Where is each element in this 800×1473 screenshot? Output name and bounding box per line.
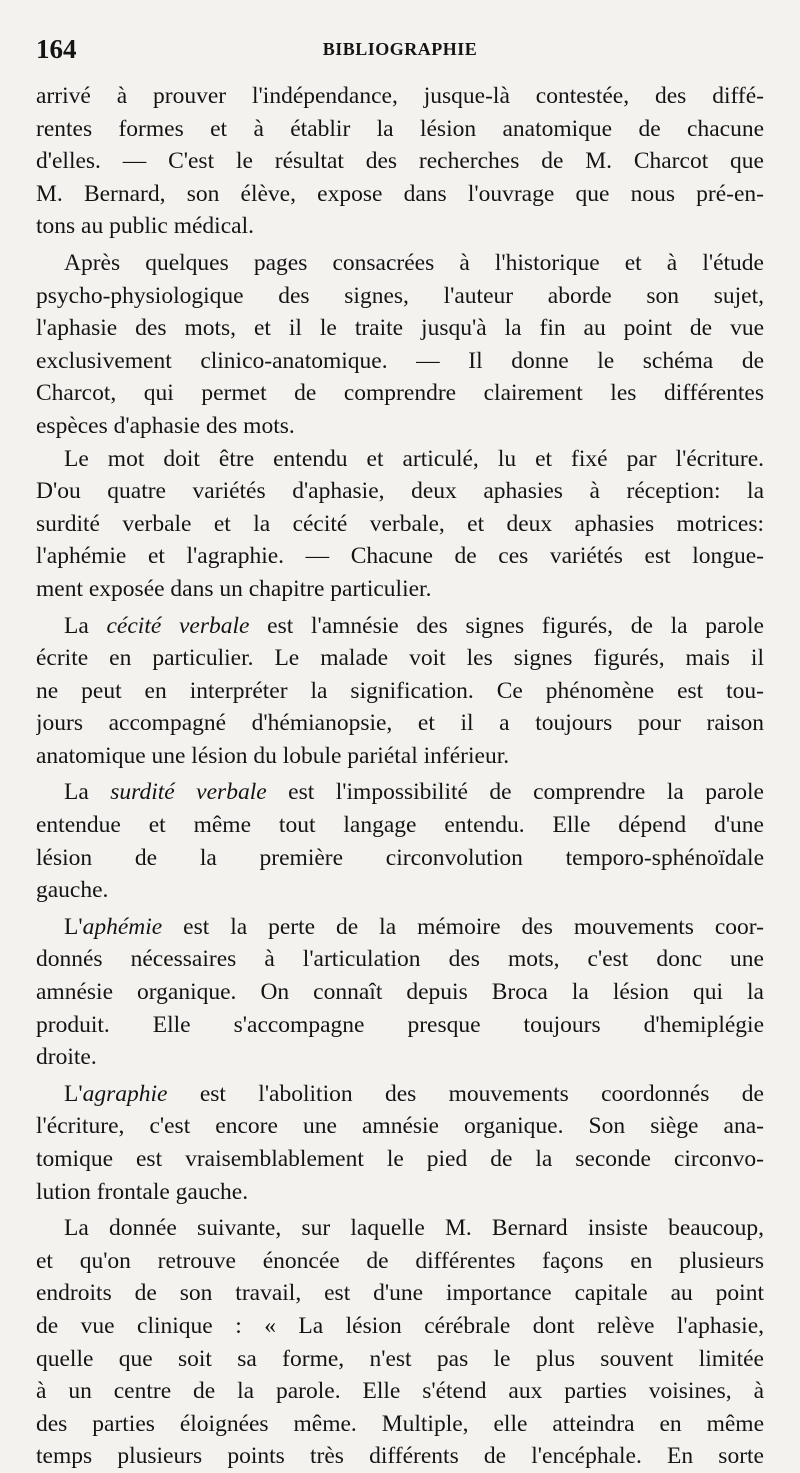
text-line: des parties éloignées même. Multiple, elle atteindra en même <box>36 1410 764 1437</box>
text-line: lésion de la première circonvolution temporo-sphénoïdale <box>36 844 764 871</box>
text-line: La donnée suivante, sur laquelle M. Bernard insiste beaucoup, <box>64 1215 764 1242</box>
text-line: de vue clinique : « La lésion cérébrale dont relève l'aphasie, <box>36 1312 764 1339</box>
text-line: d'elles. — C'est le résultat des recherches de M. Charcot que <box>36 148 764 175</box>
text-line: Après quelques pages consacrées à l'historique et à l'étude <box>64 249 764 276</box>
text-line: à un centre de la parole. Elle s'étend aux parties voisines, à <box>36 1378 764 1405</box>
text-run: est l'amnésie des signes figurés, de la parole <box>249 612 764 639</box>
text-line: endroits de son travail, est d'une importance capitale au point <box>36 1280 764 1307</box>
text-run: est l'impossibilité de comprendre la parole <box>266 779 764 806</box>
text-run: L' <box>64 913 83 940</box>
italic-term: surdité verbale <box>110 779 267 806</box>
text-line: exclusivement clinico-anatomique. — Il donne le schéma de <box>36 347 764 374</box>
text-line: l'écriture, c'est encore une amnésie organique. Son siège ana- <box>36 1113 764 1140</box>
text-line: l'aphémie et l'agraphie. — Chacune de ces variétés est longue- <box>36 543 764 570</box>
text-run: est la perte de la mémoire des mouvements coor- <box>162 913 764 940</box>
text-line: ment exposée dans un chapitre particulier. <box>36 575 432 602</box>
text-line: M. Bernard, son élève, expose dans l'ouvrage que nous pré-en- <box>36 180 764 207</box>
page-header <box>36 34 764 70</box>
text-line: entendue et même tout langage entendu. Elle dépend d'une <box>36 812 764 839</box>
text-line: écrite en particulier. Le malade voit les signes figurés, mais il <box>36 645 764 672</box>
text-line: droite. <box>36 1044 97 1071</box>
text-line: surdité verbale et la cécité verbale, et deux aphasies motrices: <box>36 510 764 537</box>
text-line: donnés nécessaires à l'articulation des mots, c'est donc une <box>36 946 764 973</box>
text-line: amnésie organique. On connaît depuis Broca la lésion qui la <box>36 979 764 1006</box>
text-line: tomique est vraisemblablement le pied de la seconde circonvo- <box>36 1146 764 1172</box>
text-line: espèces d'aphasie des mots. <box>36 412 295 439</box>
text-line: arrivé à prouver l'indépendance, jusque-là contestée, des diffé- <box>36 83 764 109</box>
text-line <box>36 1078 764 1111</box>
italic-term: aphémie <box>82 913 163 940</box>
text-run: L' <box>64 1080 83 1107</box>
text-line <box>36 911 764 944</box>
text-run: La <box>64 779 111 806</box>
italic-term: cécité verbale <box>106 612 250 639</box>
text-line: jours accompagné d'hémianopsie, et il a toujours pour raison <box>36 710 764 737</box>
text-line: l'aphasie des mots, et il le traite jusqu'à la fin au point de vue <box>36 315 764 342</box>
text-line: temps plusieurs points très différents de l'encéphale. En sorte <box>36 1443 764 1470</box>
text-line: D'ou quatre variétés d'aphasie, deux aphasies à réception: la <box>36 478 764 505</box>
text-line: et qu'on retrouve énoncée de différentes façons en plusieurs <box>36 1247 764 1274</box>
text-line: Charcot, qui permet de comprendre clairement les différentes <box>36 380 764 407</box>
text-line <box>36 610 764 643</box>
text-line: psycho-physiologique des signes, l'auteur aborde son sujet, <box>36 282 764 309</box>
text-line: produit. Elle s'accompagne presque toujours d'hemiplégie <box>36 1011 764 1038</box>
text-line: lution frontale gauche. <box>36 1178 249 1205</box>
text-run: est l'abolition des mouvements coordonnés de <box>167 1080 764 1107</box>
text-line <box>36 776 764 809</box>
page-number: 164 <box>36 34 77 64</box>
body-text <box>36 80 764 1473</box>
text-line: quelle que soit sa forme, n'est pas le plus souvent limitée <box>36 1345 764 1372</box>
italic-term: agraphie <box>82 1080 168 1107</box>
text-line: gauche. <box>36 877 109 904</box>
running-title: BIBLIOGRAPHIE <box>322 39 478 59</box>
text-line: Le mot doit être entendu et articulé, lu et fixé par l'écriture. <box>64 445 764 472</box>
text-line: anatomique une lésion du lobule pariétal inférieur. <box>36 742 510 769</box>
text-run: La <box>64 612 107 639</box>
text-line: tons au public médical. <box>36 213 254 240</box>
text-line: rentes formes et à établir la lésion anatomique de chacune <box>36 115 764 142</box>
text-line: ne peut en interpréter la signification. Ce phénomène est tou- <box>36 677 764 704</box>
